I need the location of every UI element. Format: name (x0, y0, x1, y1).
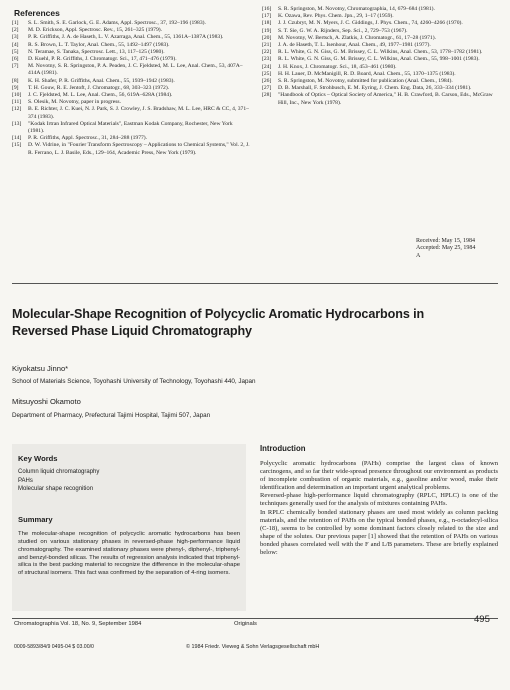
reference-text: "Handbook of Optics – Optical Society of America," H. B. Crawford, B. Carson, Eds., McGraw Hill, Inc., New York (1978). (278, 92, 493, 106)
reference-number: [8] (12, 77, 19, 84)
reference-text: K. Ozawa, Rev. Phys. Chem. Jpn., 29, 1–17 (1959). (278, 13, 394, 20)
reference-number: [14] (12, 135, 22, 142)
reference-text: S. R. Springston, M. Novotny, Chromatographia, 14, 679–684 (1981). (278, 6, 435, 12)
reference-text: R. S. Brown, L. T. Taylor, Anal. Chem., 55, 1492–1497 (1983). (28, 41, 170, 48)
reference-item (12, 85, 250, 92)
reference-number: [10] (12, 92, 22, 99)
reference-text: M. Novotny, W. Bertsch, A. Zlatkis, J. Chromatogr., 61, 17–28 (1971). (278, 34, 436, 41)
title-line-2: Reversed Phase Liquid Chromatography (12, 323, 252, 338)
reference-number: [16] (262, 6, 272, 12)
reference-item (262, 28, 498, 35)
reference-text: M. D. Erickson, Appl. Spectrosc. Rev., 15, 261–325 (1979). (28, 27, 163, 34)
summary-text: The molecular-shape recognition of polycyclic aromatic hydrocarbons has been studied on various stationary phases in reversed-phase high-performance liquid chromatography. The examined stationary phases were phenyl-, diphenyl-, triphenyl- and benzyl-bonded silicas. The results of regression analysis indicated that triphenyl-silica is the best packing material to recognize the difference in the molecular-shape of structural isomers. This fact was confirmed by the separation of 4-ring isomers. (18, 531, 240, 577)
reference-text: R. L. White, G. N. Giss, G. M. Brissey, C. L. Wilkins, Anal. Chem., 53, 1778–1782 (1981). (278, 49, 483, 56)
affiliation-1: School of Materials Science, Toyohashi University of Technology, Toyohashi 440, Japan (12, 378, 256, 385)
reference-number: [25] (262, 70, 272, 77)
reference-text: J. A. de Haseth, T. L. Isenhour, Anal. Chem., 49, 1977–1981 (1977). (278, 42, 431, 49)
reference-text: S. L. Smith, S. E. Garlock, G. E. Adams, Appl. Spectrosc., 37, 192–196 (1983). (28, 20, 206, 26)
introduction-paragraph: In RPLC chemically bonded stationary phases are used most widely as column packing materials, and the retention of PAHs on the typical bonded phases, e.g., n-octadecyl-silica (C-18), seems to be controlled by some dominant factors closely related to the size and shape of the solutes. Our previous paper [1] showed that the retention of PAHs on various bonded phases correlated well with the F and L/B parameters. These are briefly explained below: (260, 508, 498, 557)
reference-number: [28] (262, 92, 272, 99)
reference-text: K. H. Shafer, P. R. Griffiths, Anal. Chem., 55, 1939–1942 (1983). (28, 77, 175, 84)
letter-marker: A (416, 252, 421, 259)
reference-text: B. E. Richter, J. C. Kuei, N. J. Park, S. J. Crowley, J. S. Bradshaw, M. L. Lee, HRC & CC, 4, 371–374 (1983). (28, 106, 249, 120)
reference-number: [24] (262, 63, 272, 70)
title-line-1: Molecular-Shape Recognition of Polycyclic Aromatic Hydrocarbons in (12, 307, 425, 321)
keywords-list (18, 468, 99, 494)
reference-text: T. H. Gouw, R. E. Jentoft, J. Chromatogr., 68, 303–323 (1972). (28, 84, 170, 91)
journal-citation: Chromatographia Vol. 18, No. 9, September 1984 (14, 621, 142, 627)
reference-number: [4] (12, 41, 19, 48)
reference-number: [27] (262, 85, 272, 92)
reference-item (12, 34, 250, 41)
reference-number: [5] (12, 48, 19, 55)
reference-number: [12] (12, 106, 22, 113)
reference-number: [6] (12, 56, 19, 63)
keyword-item: PAHs (18, 477, 33, 484)
reference-text: R. L. White, G. N. Giss, G. M. Brissey, C. L. Wilkins, Anal. Chem., 55, 998–1001 (1983). (278, 56, 480, 63)
section-divider (12, 283, 498, 284)
reference-number: [13] (12, 120, 22, 127)
reference-text: P. R. Griffiths, J. A. de Haseth, L. V. Azarraga, Anal. Chem., 55, 1361A–1387A (1983). (28, 34, 224, 41)
reference-item (12, 78, 250, 85)
reference-text: D. B. Marshall, F. Strohbusch, E. M. Eyring, J. Chem. Eng. Data, 26, 333–334 (1981). (278, 85, 472, 92)
reference-item (12, 99, 250, 106)
reference-item (12, 49, 250, 56)
introduction-heading: Introduction (260, 444, 306, 453)
reference-item (12, 42, 250, 49)
reference-number: [7] (12, 63, 19, 70)
reference-number: [23] (262, 56, 272, 63)
reference-number: [22] (262, 49, 272, 56)
reference-item (12, 92, 250, 99)
reference-number: [11] (12, 99, 22, 106)
reference-text: J. C. Fjeldsted, M. L. Lee, Anal. Chem., 56, 619A–628A (1984). (28, 92, 173, 99)
reference-text: N. Teramae, S. Tanaka, Spectrosc. Lett., 13, 117–125 (1980). (28, 48, 165, 55)
reference-text: P. R. Griffiths, Appl. Spectrosc., 31, 284–288 (1977). (28, 135, 148, 142)
reference-text: H. H. Lauer, D. McManigill, R. D. Board, Anal. Chem., 55, 1370–1375 (1983). (278, 70, 456, 77)
article-title (12, 306, 492, 339)
introduction-paragraph: Polycyclic aromatic hydrocarbons (PAHs) comprise the largest class of known carcinogens, and so far their wide-spread presence throughout our environment as products of incomplete combustion of organic materials, e.g., gasoline and/or wood, make their identification and determination an important urgent analytical problems. (260, 460, 498, 492)
reference-number: [2] (12, 27, 19, 34)
reference-number: [26] (262, 78, 272, 85)
introduction-paragraph: Reversed-phase high-performance liquid chromatography (RPLC, HPLC) is one of the techniques generally used for the analysis of mixtures containing PAHs. (260, 492, 498, 508)
received-dates (416, 238, 475, 260)
reference-number: [9] (12, 84, 19, 91)
reference-text: S. R. Springston, M. Novotny, submitted for publication (Anal. Chem., 1984). (278, 78, 453, 85)
copyright-notice: © 1984 Friedr. Vieweg & Sohn Verlagsgesellschaft mbH (186, 644, 320, 650)
keywords-heading: Key Words (18, 454, 58, 463)
reference-number: [18] (262, 20, 272, 27)
reference-number: [3] (12, 34, 19, 41)
reference-text: "Kodak Irtran Infrared Optical Materials", Eastman Kodak Company, Rochester, New York (1981). (28, 120, 233, 135)
reference-text: J. J. Czubryt, M. N. Myers, J. C. Giddings, J. Phys. Chem., 74, 4260–4266 (1970). (278, 20, 463, 27)
references-right-column (262, 6, 498, 107)
reference-item (262, 35, 498, 42)
accepted-date: Accepted: May 25, 1984 (416, 245, 476, 252)
reference-item (12, 142, 250, 156)
reference-number: [21] (262, 42, 272, 49)
reference-number: [1] (12, 20, 19, 26)
received-date: Received: May 15, 1984 (416, 238, 475, 244)
introduction-body (260, 460, 498, 557)
reference-item (12, 106, 250, 120)
reference-item (12, 63, 250, 77)
issn-code: 0009-5893/84/9 0495-04 $ 03.00/0 (14, 644, 94, 650)
reference-text: D. W. Vidrine, in "Fourier Transform Spectroscopy – Applications to Chemical Systems," Vol. 2, J. R. Ferrano, L. J. Basile, Eds., 129–164, Academic Press, New York (1979). (28, 142, 250, 156)
summary-heading: Summary (18, 515, 53, 524)
reference-text: S. T. Sie, G. W. A. Rijnders, Sep. Sci., 2, 729–753 (1967). (278, 27, 408, 34)
reference-item (262, 56, 498, 63)
reference-text: S. Olesik, M. Novotny, paper in progress. (28, 99, 122, 106)
reference-item (262, 71, 498, 78)
reference-number: [15] (12, 142, 22, 149)
reference-item (262, 64, 498, 71)
footer-divider (12, 618, 498, 619)
reference-item (12, 56, 250, 63)
references-heading: References (14, 8, 60, 18)
author-1: Kiyokatsu Jinno* (12, 364, 69, 373)
reference-item (262, 20, 498, 27)
keyword-item: Column liquid chromatography (18, 469, 100, 475)
references-left-column (12, 20, 250, 157)
reference-text: M. Novotny, S. R. Springston, P. A. Peaden, J. C. Fjeldsted, M. L. Lee, Anal. Chem., 53, 407A–414A (1981). (28, 63, 243, 77)
reference-text: D. Kuehl, P. R. Griffiths, J. Chromatogr. Sci., 17, 471–476 (1979). (28, 56, 177, 63)
reference-number: [17] (262, 13, 272, 20)
author-2: Mitsuyoshi Okamoto (12, 397, 81, 406)
reference-item (12, 121, 250, 135)
reference-item (262, 92, 498, 106)
keyword-item: Molecular shape recognition (18, 486, 94, 493)
section-label: Originals (234, 621, 257, 627)
page-number: 495 (474, 614, 490, 625)
affiliation-2: Department of Pharmacy, Prefectural Tajimi Hospital, Tajimi 507, Japan (12, 412, 211, 419)
reference-number: [20] (262, 34, 272, 41)
reference-number: [19] (262, 27, 272, 34)
reference-text: J. H. Knox, J. Chromatogr. Sci., 18, 453–461 (1980). (278, 63, 397, 70)
